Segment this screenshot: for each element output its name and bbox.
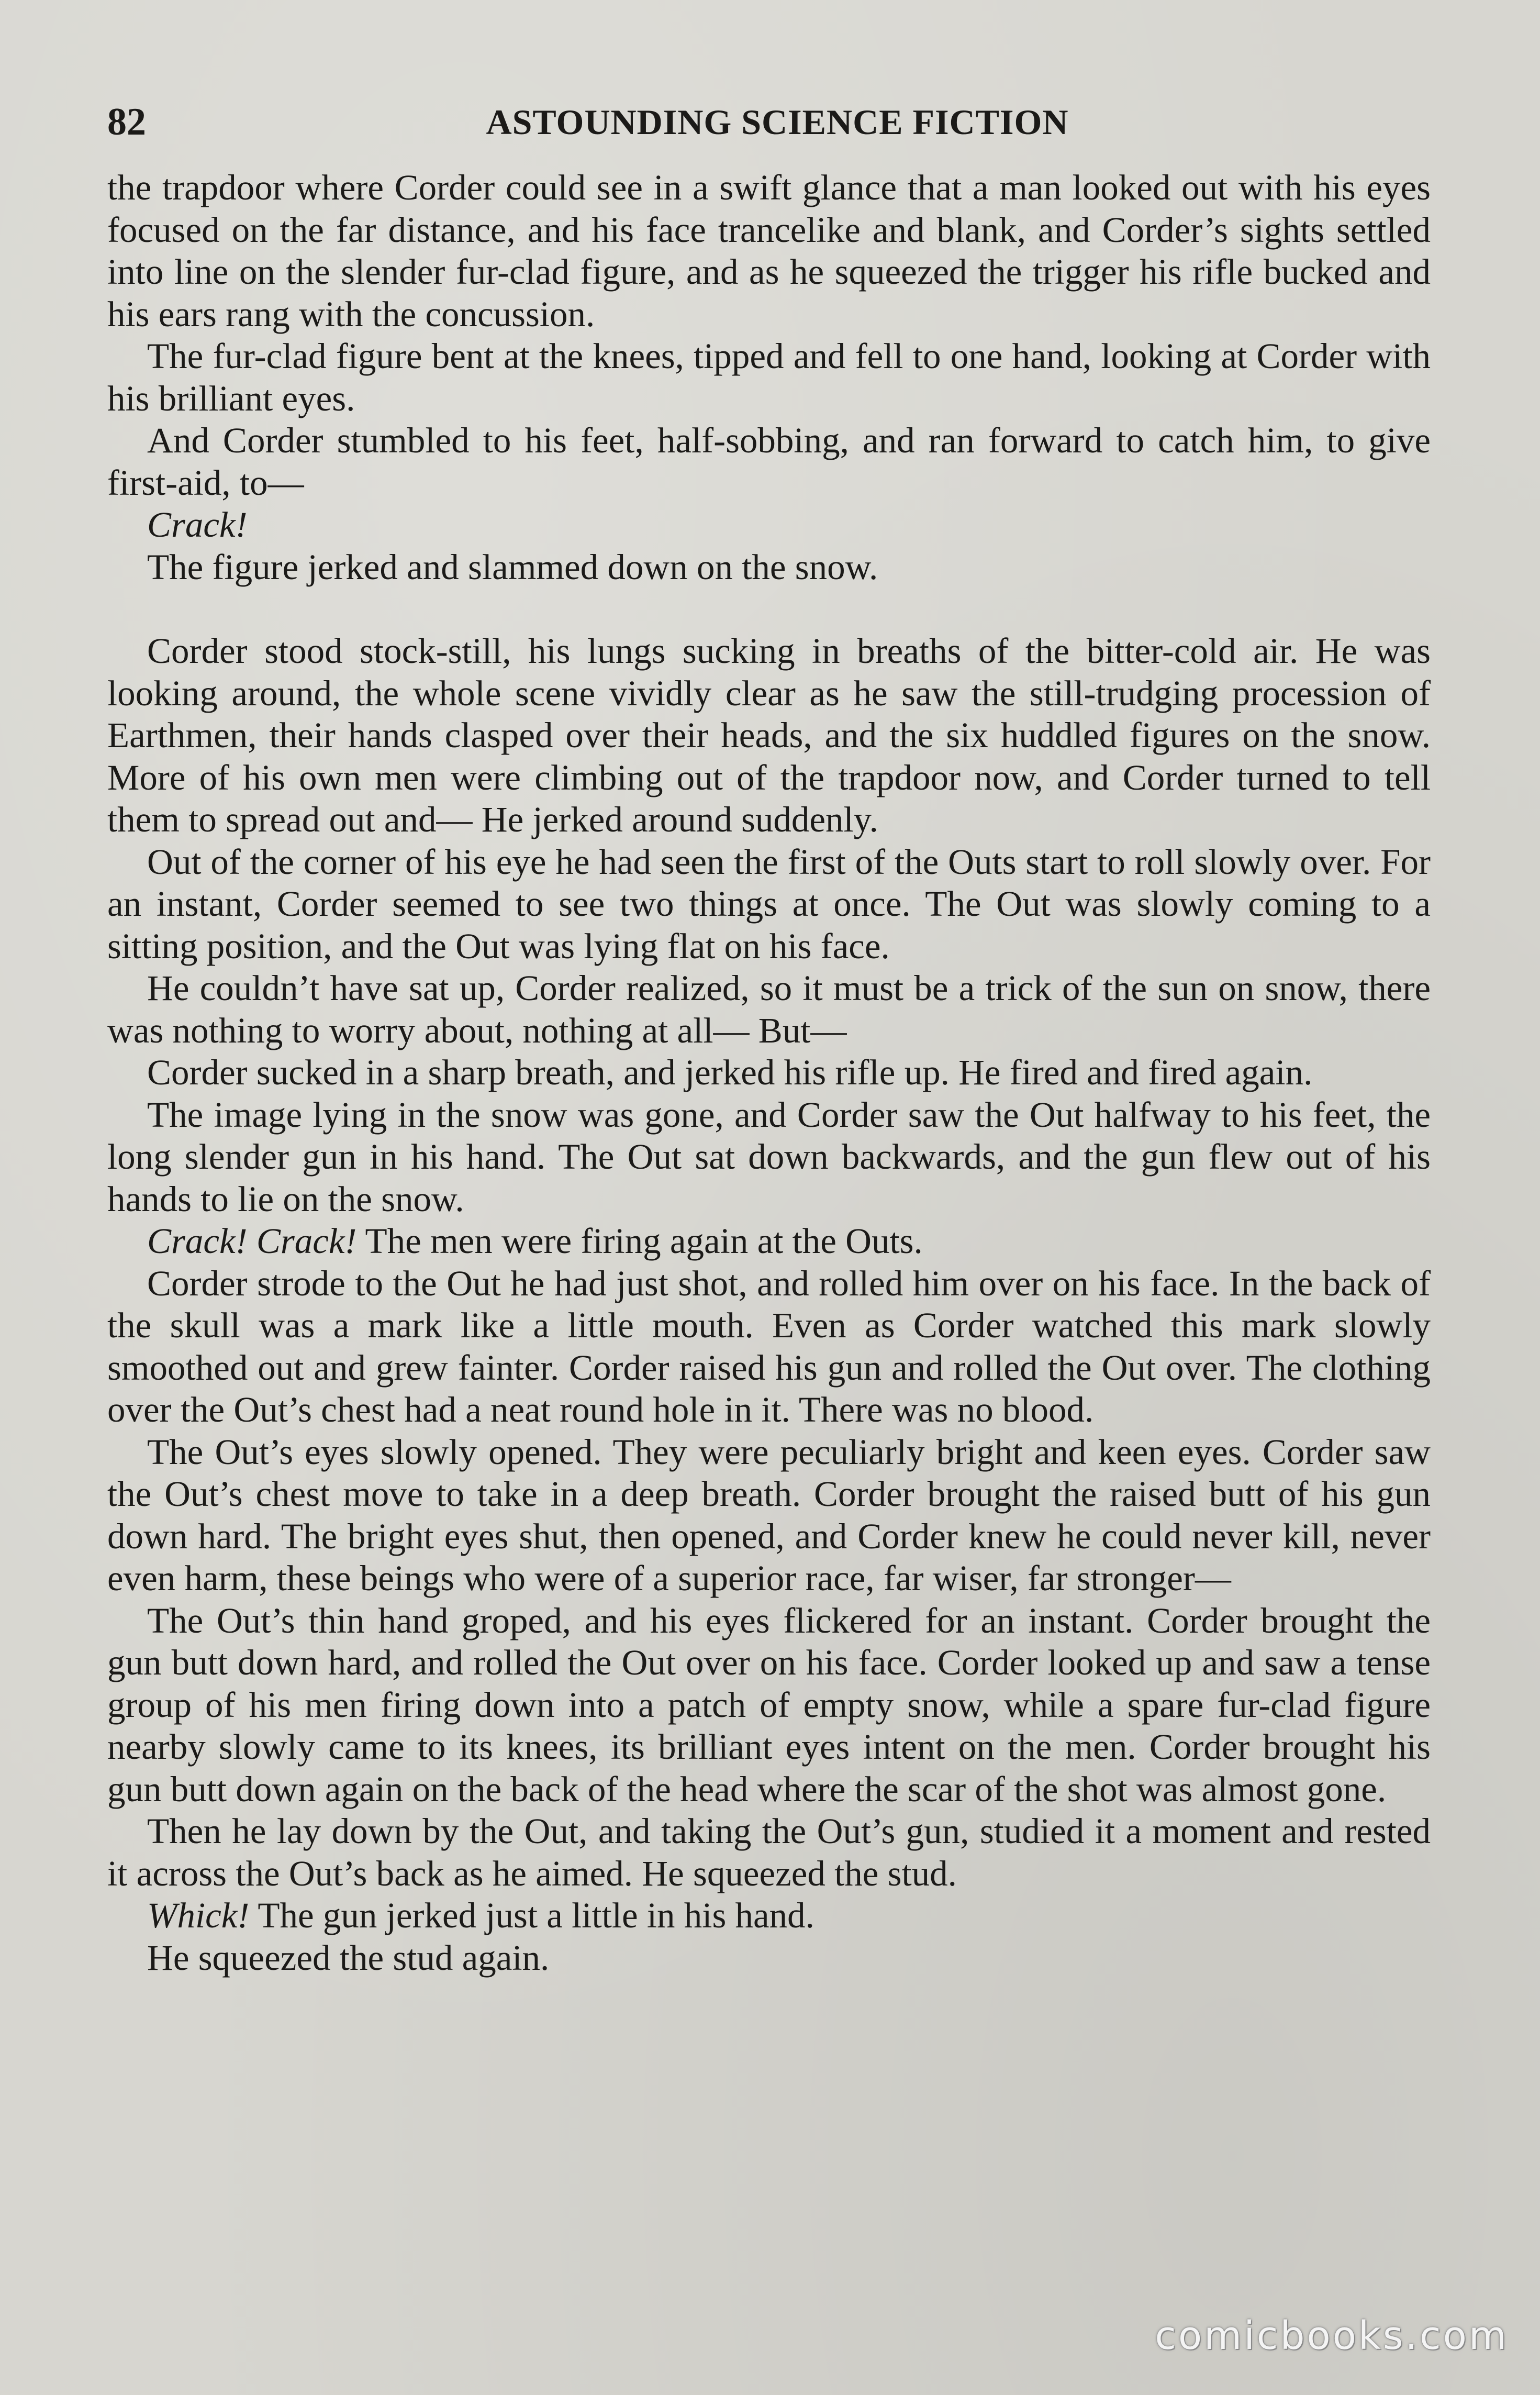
story-text	[107, 167, 1431, 1979]
paragraph: He couldn’t have sat up, Corder realized, so it must be a trick of the sun on snow, there was nothing to worry about, nothing at all— But—	[107, 968, 1431, 1050]
paragraph: The image lying in the snow was gone, and Corder saw the Out halfway to his feet, the long slender gun in his hand. The Out sat down backwards, and the gun flew out of his hands to lie on the snow.	[107, 1094, 1431, 1219]
paragraph: Then he lay down by the Out, and taking the Out’s gun, studied it a moment and rested it across the Out’s back as he aimed. He squeezed the stud.	[107, 1811, 1431, 1893]
watermark: comicbooks.com	[1155, 2313, 1509, 2358]
paragraph: Corder sucked in a sharp breath, and jerked his rifle up. He fired and fired again.	[147, 1052, 1313, 1092]
paragraph: Corder stood stock-still, his lungs sucking in breaths of the bitter-cold air. He was looking around, the whole scene vividly clear as he saw the still-trudging procession of Earthmen, their hands clasped over their heads, and the six huddled figures on the snow. More of his own men were climbing out of the trapdoor now, and Corder turned to tell them to spread out and— He jerked around suddenly.	[107, 631, 1431, 839]
page-header	[107, 93, 1447, 151]
paragraph: Crack! Crack! The men were firing again at the Outs.	[147, 1221, 923, 1261]
paragraph: The fur-clad figure bent at the knees, tipped and fell to one hand, looking at Corder with his brilliant eyes.	[107, 336, 1431, 418]
paragraph: the trapdoor where Corder could see in a swift glance that a man looked out with his eyes focused on the far distance, and his face trancelike and blank, and Corder’s sights settled into line on the slender fur-clad figure, and as he squeezed the trigger his rifle bucked and his ears rang with the concussion.	[107, 168, 1431, 334]
paragraph: Whick! The gun jerked just a little in his hand.	[147, 1895, 814, 1935]
paragraph: The figure jerked and slammed down on the snow.	[147, 547, 878, 587]
paragraph: Crack!	[147, 505, 248, 545]
paragraph: The Out’s eyes slowly opened. They were peculiarly bright and keen eyes. Corder saw the Out’s chest move to take in a deep breath. Corder brought the raised butt of his gun down hard. The bright eyes shut, then opened, and Corder knew he could never kill, never even harm, these beings who were of a superior race, far wiser, far stronger—	[107, 1432, 1431, 1598]
paragraph: The Out’s thin hand groped, and his eyes flickered for an instant. Corder brought the gun butt down hard, and rolled the Out over on his face. Corder looked up and saw a tense group of his men firing down into a patch of empty snow, while a spare fur-clad figure nearby slowly came to its knees, its brilliant eyes intent on the men. Corder brought his gun butt down again on the back of the head where the scar of the shot was almost gone.	[107, 1600, 1431, 1809]
paragraph: Corder strode to the Out he had just shot, and rolled him over on his face. In the back of the skull was a mark like a little mouth. Even as Corder watched this mark slowly smoothed out and grew fainter. Corder raised his gun and rolled the Out over. The clothing over the Out’s chest had a neat round hole in it. There was no blood.	[107, 1263, 1431, 1429]
paragraph: Out of the corner of his eye he had seen the first of the Outs start to roll slowly over. For an instant, Corder seemed to see two things at once. The Out was slowly coming to a sitting position, and the Out was lying flat on his face.	[107, 841, 1431, 966]
paragraph: And Corder stumbled to his feet, half-sobbing, and ran forward to catch him, to give first-aid, to—	[107, 420, 1431, 503]
page-number: 82	[107, 101, 146, 143]
paragraph: He squeezed the stud again.	[147, 1937, 550, 1978]
running-head-title: ASTOUNDING SCIENCE FICTION	[486, 102, 1069, 142]
